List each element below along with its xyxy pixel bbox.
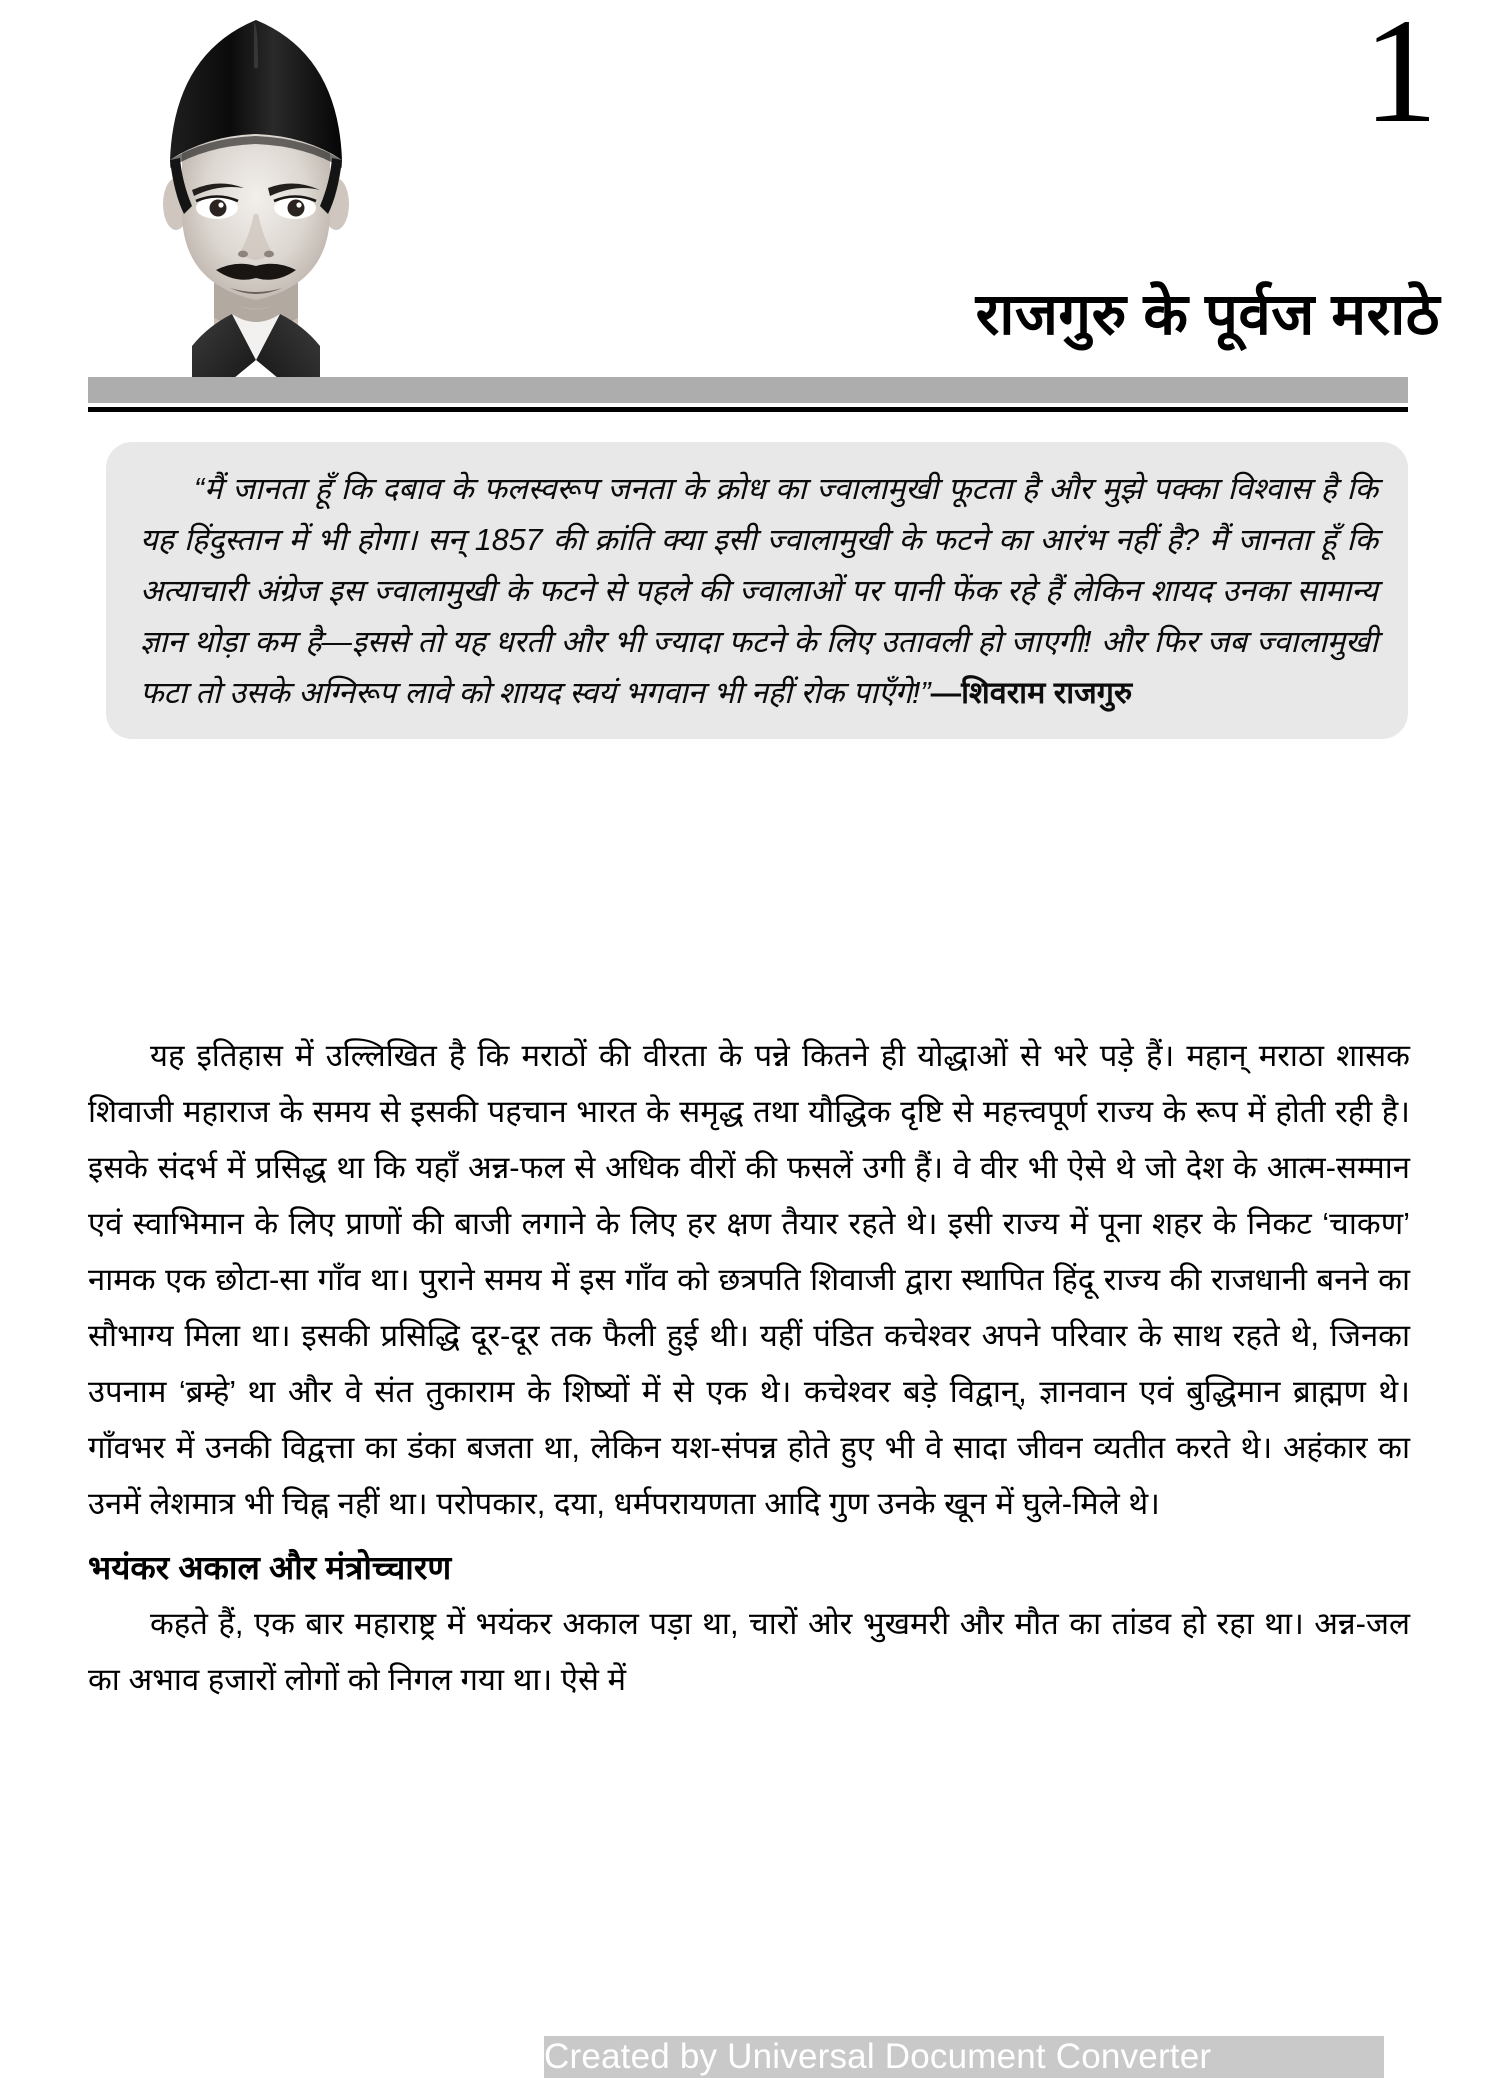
quote-callout (106, 442, 1408, 739)
quote-text (140, 464, 1378, 719)
watermark-banner (544, 2036, 1384, 2078)
chapter-number: 1 (1363, 0, 1438, 154)
body-content (88, 1028, 1410, 1714)
portrait-illustration (96, 8, 416, 393)
portrait-photo (96, 8, 416, 393)
watermark-text: Created by Universal Document Converter (544, 2037, 1212, 2076)
quote-attribution: —शिवराम राजगुरु (930, 676, 1133, 710)
title-rule-line (88, 407, 1408, 412)
page-title: राजगुरु के पूर्वज मराठे (975, 282, 1440, 347)
sub-heading: भयंकर अकाल और मंत्रोच्चारण (88, 1549, 452, 1586)
quote-body: “मैं जानता हूँ कि दबाव के फलस्वरूप जनता के क्रोध का ज्वालामुखी फूटता है और मुझे पक्का विश्वास है कि यह हिंदुस्तान में भी होगा। सन् 1857 की क्रांति क्या इसी ज्वालामुखी के फटने का आरंभ नहीं है? मैं जानता हूँ कि अत्याचारी अंग्रेज इस ज्वालामुखी के फटने से पहले की ज्वालाओं पर पानी फेंक रहे हैं लेकिन शायद उनका सामान्य ज्ञान थोड़ा कम है—इससे तो यह धरती और भी ज्यादा फटने के लिए उतावली हो जाएगी! और फिर जब ज्वालामुखी फटा तो उसके अग्निरूप लावे को शायद स्वयं भगवान भी नहीं रोक पाएँगे!” (140, 472, 1378, 710)
paragraph-1: यह इतिहास में उल्लिखित है कि मराठों की वीरता के पन्ने कितने ही योद्धाओं से भरे पड़े हैं। महान् मराठा शासक शिवाजी महाराज के समय से इसकी पहचान भारत के समृद्ध तथा यौद्धिक दृष्टि से महत्त्वपूर्ण राज्य के रूप में होती रही है। इसके संदर्भ में प्रसिद्ध था कि यहाँ अन्न-फल से अधिक वीरों की फसलें उगी हैं। वे वीर भी ऐसे थे जो देश के आत्म-सम्मान एवं स्वाभिमान के लिए प्राणों की बाजी लगाने के लिए हर क्षण तैयार रहते थे। इसी राज्य में पूना शहर के निकट ‘चाकण’ नामक एक छोटा-सा गाँव था। पुराने समय में इस गाँव को छत्रपति शिवाजी द्वारा स्थापित हिंदू राज्य की राजधानी बनने का सौभाग्य मिला था। इसकी प्रसिद्धि दूर-दूर तक फैली हुई थी। यहीं पंडित कचेश्वर अपने परिवार के साथ रहते थे, जिनका उपनाम ‘ब्रम्हे’ था और वे संत तुकाराम के शिष्यों में से एक थे। कचेश्वर बड़े विद्वान्, ज्ञानवान एवं बुद्धिमान ब्राह्मण थे। गाँवभर में उनकी विद्वत्ता का डंका बजता था, लेकिन यश-संपन्न होते हुए भी वे सादा जीवन व्यतीत करते थे। अहंकार का उनमें लेशमात्र भी चिह्न नहीं था। परोपकार, दया, धर्मपरायणता आदि गुण उनके खून में घुले-मिले थे। (88, 1038, 1410, 1521)
paragraph-2: कहते हैं, एक बार महाराष्ट्र में भयंकर अकाल पड़ा था, चारों ओर भुखमरी और मौत का तांडव हो रहा था। अन्न-जल का अभाव हजारों लोगों को निगल गया था। ऐसे में (88, 1606, 1410, 1697)
title-rule-band (88, 377, 1408, 403)
